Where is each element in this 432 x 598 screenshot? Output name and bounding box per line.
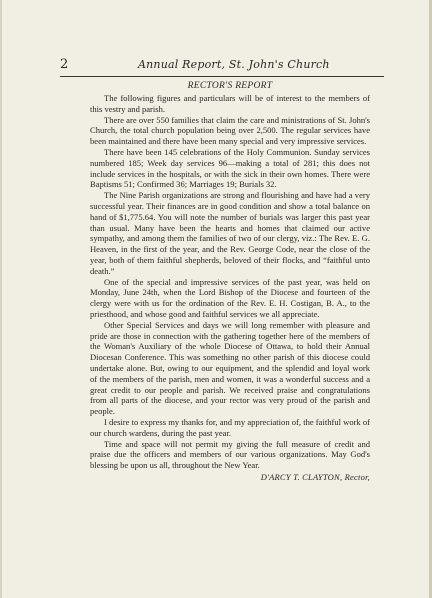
header-rule bbox=[60, 76, 384, 77]
running-title: Annual Report, St. John's Church bbox=[138, 58, 330, 71]
report-title: RECTOR'S REPORT bbox=[187, 81, 273, 91]
running-header bbox=[60, 57, 384, 73]
report-paragraph: The Nine Parish organizations are strong and flourishing and have had a very successful year. Their finances are in good condition and show a total balance on hand of $1,775.64. You will note the number of burials was larger this past year than usual. Many have been the hearts and homes that claimed our active sympathy, and among them the families of two of our clergy, viz.: The Rev. E. G. Heaven, in the first of the year, and the Rev. George Code, near the close of the year, both of them faithful shepherds, beloved of their flocks, and “faithful unto death.” bbox=[90, 190, 370, 276]
rector-signature: D'ARCY T. CLAYTON, Rector, bbox=[260, 471, 370, 482]
report-paragraph: One of the special and impressive services of the past year, was held on Monday, June 24th, when the Lord Bishop of the Diocese and fourteen of the clergy were with us for the ordination of the Rev. E. H. Costigan, B. A., to the priesthood, and whose good and faithful services we all appreciate. bbox=[90, 276, 370, 319]
page-number: 2 bbox=[60, 57, 69, 72]
report-paragraph: The following figures and particulars will be of interest to the members of this vestry and parish. bbox=[90, 93, 370, 114]
report-paragraph: Time and space will not permit my giving the full measure of credit and praise due the officers and members of our various organizations. May God's blessing be upon us all, throughout the New Year. bbox=[90, 438, 370, 471]
report-paragraph: There have been 145 celebrations of the Holy Communion. Sunday services numbered 185; Week day services 96—making a total of 281; this does not include services in the hospitals, or with the sick in their own homes. There were Baptisms 51; Confirmed 36; Marriages 19; Burials 32. bbox=[90, 146, 370, 190]
report-paragraph: I desire to express my thanks for, and my appreciation of, the faithful work of our church wardens, during the past year. bbox=[90, 416, 370, 438]
rectors-report bbox=[90, 80, 370, 483]
report-paragraph: Other Special Services and days we will long remember with pleasure and pride are those in connection with the gathering together here of the members of the Woman's Auxiliary of the whole Diocese of Ottawa, to hold their Annual Diocesan Conference. This was something no other parish of this diocese could undertake alone. But, owing to our equipment, and the splendid and loyal work of the members of the parish, men and women, it was a wonderful success and a great credit to our people and parish. We received praise and congratulations from all parts of the diocese, and your rector was very proud of the parish and people. bbox=[90, 319, 370, 417]
report-paragraph: There are over 550 families that claim the care and ministrations of St. John's Church, the total church population being over 2,500. The regular services have been maintained and there have been many special and very impressive services. bbox=[90, 114, 370, 147]
